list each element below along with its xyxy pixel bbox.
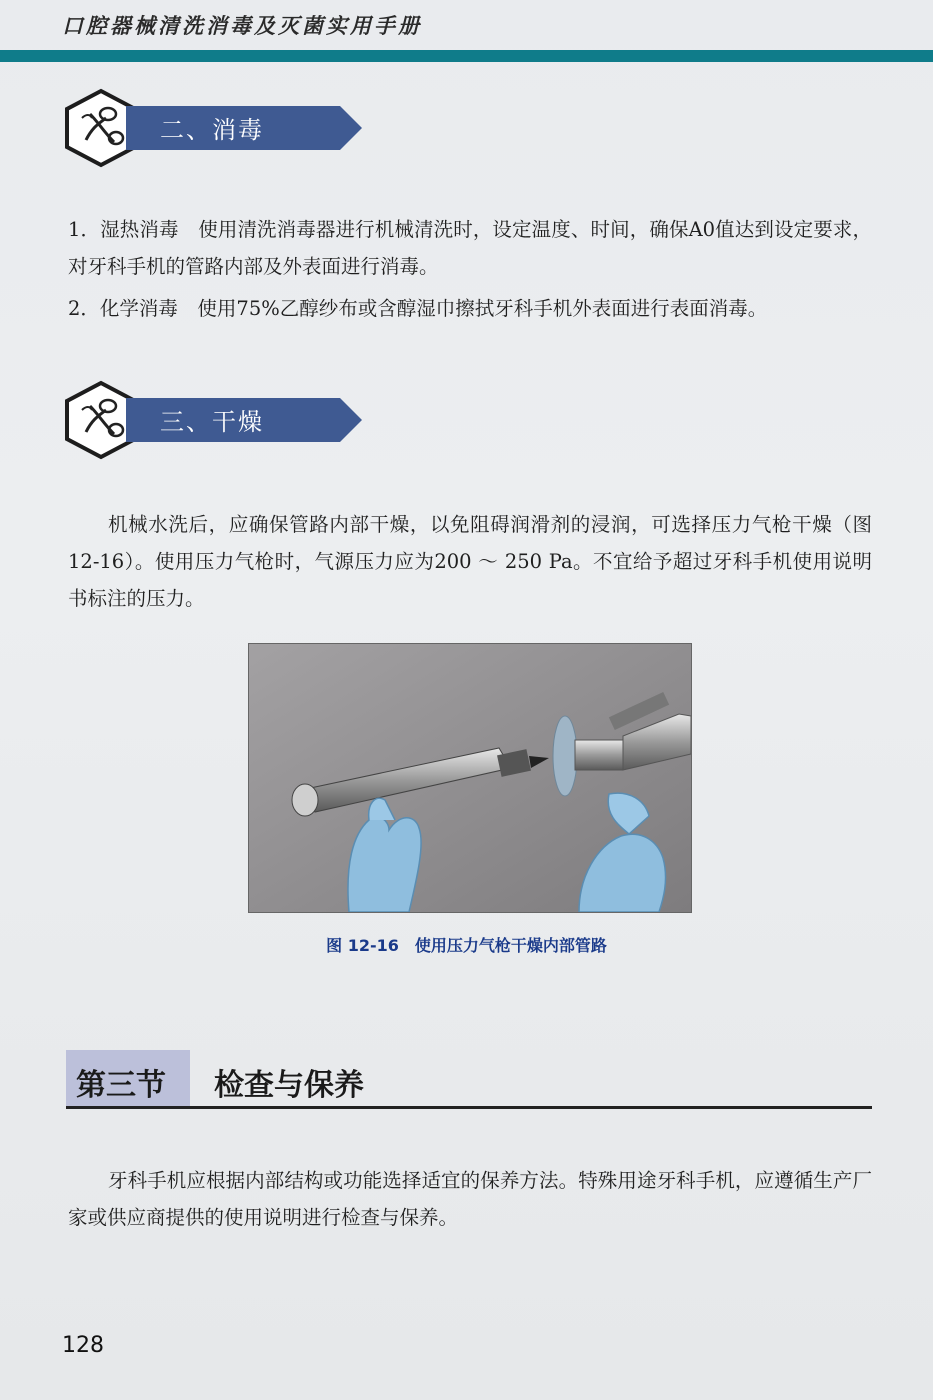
air-gun-drying-photo — [249, 644, 691, 912]
paragraph-maintenance: 牙科手机应根据内部结构或功能选择适宜的保养方法。特殊用途牙科手机，应遵循生产厂家或供应商提供的使用说明进行检查与保养。 — [68, 1169, 872, 1229]
subsection-heading-drying — [64, 380, 364, 460]
paragraph-drying: 机械水洗后，应确保管路内部干燥，以免阻碍润滑剂的浸润，可选择压力气枪干燥（图12-16）。使用压力气枪时，气源压力应为200 ～ 250 Pa。不宜给予超过牙科手机使用说明书标注的压力。 — [68, 513, 872, 610]
section-heading — [66, 1050, 872, 1110]
figure-photo — [248, 643, 692, 913]
paragraph-chemical: 2．化学消毒 使用75%乙醇纱布或含醇湿巾擦拭牙科手机外表面进行表面消毒。 — [68, 297, 768, 320]
subsection-label: 三、干燥 — [160, 408, 264, 436]
subsection-label: 二、消毒 — [160, 116, 264, 144]
running-header-title: 口腔器械清洗消毒及灭菌实用手册 — [62, 14, 422, 38]
figure-caption: 图 12-16 使用压力气枪干燥内部管路 — [326, 936, 607, 955]
subsection-heading-disinfection — [64, 88, 364, 168]
page-number: 128 — [62, 1333, 104, 1358]
paragraph-moist-heat: 1．湿热消毒 使用清洗消毒器进行机械清洗时，设定温度、时间，确保A0值达到设定要求，对牙科手机的管路内部及外表面进行消毒。 — [68, 218, 872, 278]
header-rule — [0, 50, 933, 62]
section-title: 检查与保养 — [214, 1068, 364, 1103]
section-number: 第三节 — [76, 1068, 166, 1103]
section-number-tag — [66, 1050, 190, 1108]
section-rule — [66, 1106, 872, 1109]
